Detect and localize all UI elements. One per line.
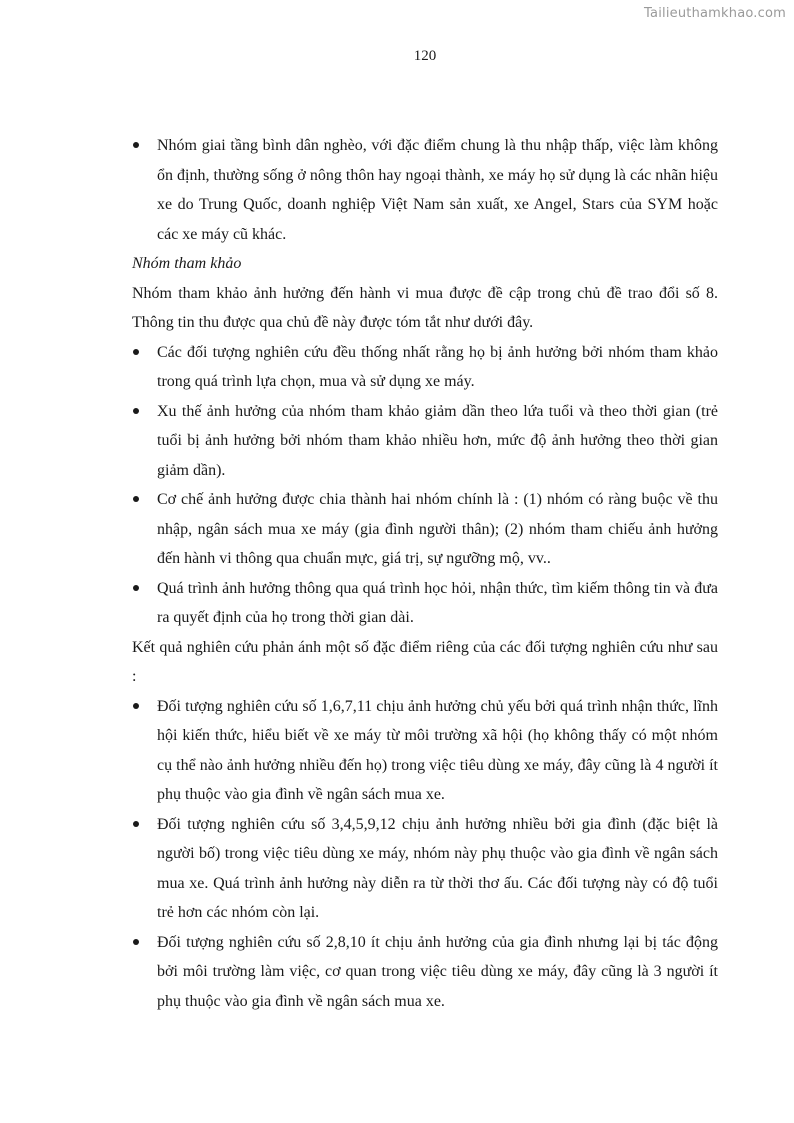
- bullet-item: [132, 928, 718, 1017]
- page-number: 120: [413, 48, 437, 64]
- section-heading: Nhóm tham khảo: [132, 255, 242, 272]
- page-body: [132, 131, 718, 1016]
- bullet-item: [132, 131, 718, 249]
- bullet-icon: [133, 939, 139, 945]
- bullet-text: Nhóm giai tầng bình dân nghèo, với đặc điểm chung là thu nhập thấp, việc làm không ổn định, thường sống ở nông thôn hay ngoại thành, xe máy họ sử dụng là các nhãn hiệu xe do Trung Quốc, doanh nghiệp Việt Nam sản xuất, xe Angel, Stars của SYM hoặc các xe máy cũ khác.: [157, 137, 718, 243]
- watermark: Tailieuthamkhao.com: [644, 6, 786, 21]
- bullet-item: [132, 692, 718, 810]
- bullet-icon: [133, 703, 139, 709]
- bullet-icon: [133, 585, 139, 591]
- bullet-item: [132, 338, 718, 397]
- bullet-icon: [133, 142, 139, 148]
- bullet-icon: [133, 496, 139, 502]
- bullet-text: Các đối tượng nghiên cứu đều thống nhất rằng họ bị ảnh hưởng bởi nhóm tham khảo trong quá trình lựa chọn, mua và sử dụng xe máy.: [157, 343, 718, 390]
- bullet-text: Đối tượng nghiên cứu số 1,6,7,11 chịu ảnh hưởng chủ yếu bởi quá trình nhận thức, lĩnh hội kiến thức, hiểu biết về xe máy từ môi trường xã hội (họ không thấy có một nhóm cụ thể nào ảnh hưởng nhiều đến họ) trong việc tiêu dùng xe máy, đây cũng là 4 người ít phụ thuộc vào gia đình về ngân sách mua xe.: [157, 697, 718, 803]
- bullet-text: Cơ chế ảnh hưởng được chia thành hai nhóm chính là : (1) nhóm có ràng buộc về thu nhập, ngân sách mua xe máy (gia đình người thân); (2) nhóm tham chiếu ảnh hưởng đến hành vi thông qua chuẩn mực, giá trị, sự ngưỡng mộ, vv..: [157, 491, 718, 567]
- bullet-icon: [133, 821, 139, 827]
- paragraph: Nhóm tham khảo ảnh hưởng đến hành vi mua được đề cập trong chủ đề trao đổi số 8. Thông tin thu được qua chủ đề này được tóm tắt như dưới đây.: [132, 284, 718, 331]
- bullet-item: [132, 810, 718, 928]
- bullet-icon: [133, 349, 139, 355]
- bullet-text: Xu thế ảnh hưởng của nhóm tham khảo giảm dần theo lứa tuổi và theo thời gian (trẻ tuổi bị ảnh hưởng bởi nhóm tham khảo nhiều hơn, mức độ ảnh hưởng theo thời gian giảm dần).: [157, 402, 718, 479]
- bullet-text: Đối tượng nghiên cứu số 2,8,10 ít chịu ảnh hưởng của gia đình nhưng lại bị tác động bởi môi trường làm việc, cơ quan trong việc tiêu dùng xe máy, đây cũng là 3 người ít phụ thuộc vào gia đình về ngân sách mua xe.: [157, 933, 718, 1010]
- bullet-icon: [133, 408, 139, 414]
- bullet-item: [132, 574, 718, 633]
- paragraph: Kết quả nghiên cứu phản ánh một số đặc điểm riêng của các đối tượng nghiên cứu như sau :: [132, 638, 718, 685]
- bullet-text: Đối tượng nghiên cứu số 3,4,5,9,12 chịu ảnh hưởng nhiều bởi gia đình (đặc biệt là người bố) trong việc tiêu dùng xe máy, nhóm này phụ thuộc vào gia đình về ngân sách mua xe. Quá trình ảnh hưởng này diễn ra từ thời thơ ấu. Các đối tượng này có độ tuổi trẻ hơn các nhóm còn lại.: [157, 815, 718, 921]
- bullet-text: Quá trình ảnh hưởng thông qua quá trình học hỏi, nhận thức, tìm kiếm thông tin và đưa ra quyết định của họ trong thời gian dài.: [157, 579, 718, 626]
- bullet-item: [132, 397, 718, 486]
- bullet-item: [132, 485, 718, 574]
